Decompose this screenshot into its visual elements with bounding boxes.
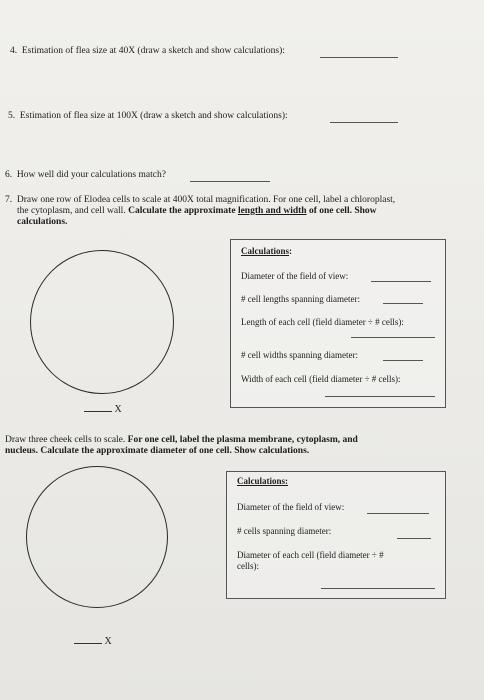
cheek-x-text: X (104, 636, 112, 647)
elodea-field-view-blank[interactable] (371, 281, 431, 282)
cheek-cells-span-blank[interactable] (397, 538, 431, 539)
question-number: 7. (5, 195, 13, 205)
cheek-line-1a: Draw three cheek cells to scale. (5, 435, 128, 445)
question-7-line-2b: Calculate the approximate (128, 206, 238, 216)
elodea-magnification-label (84, 404, 122, 415)
cheek-diameter-each-label-2: cells): (237, 561, 259, 571)
question-text: Estimation of flea size at 100X (draw a sketch and show calculations): (19, 111, 288, 121)
elodea-cell-widths-label: # cell widths spanning diameter: (241, 350, 358, 360)
question-5 (8, 111, 288, 122)
question-7-line-2c: length and width (237, 206, 307, 216)
elodea-magnification-blank[interactable] (84, 411, 112, 412)
cheek-magnification-label (74, 636, 112, 647)
question-text: Estimation of flea size at 40X (draw a sketch and show calculations): (21, 46, 285, 56)
cheek-field-of-view-circle[interactable] (26, 466, 168, 608)
question-number: 4. (10, 46, 18, 56)
answer-line-q4[interactable] (320, 57, 398, 58)
question-7 (5, 195, 475, 228)
question-7-line-2a: the cytoplasm, and cell wall. (17, 206, 129, 216)
question-7-line-3: calculations. (17, 217, 68, 227)
elodea-calc-heading-text: Calculations (241, 246, 290, 256)
answer-line-q6[interactable] (190, 181, 270, 182)
elodea-field-view-label: Diameter of the field of view: (241, 271, 349, 281)
question-6 (5, 170, 166, 181)
question-7-line-1: Draw one row of Elodea cells to scale at 400X total magnification. For one cell, label a chloroplast, (16, 195, 396, 205)
elodea-width-each-label: Width of each cell (field diameter ÷ # cells): (241, 374, 401, 384)
elodea-cell-lengths-label: # cell lengths spanning diameter: (241, 294, 360, 304)
elodea-cell-widths-blank[interactable] (383, 360, 423, 361)
cheek-diameter-each-label-1: Diameter of each cell (field diameter ÷ # (237, 550, 384, 560)
elodea-width-each-blank[interactable] (325, 396, 435, 397)
question-number: 6. (5, 170, 13, 180)
answer-line-q5[interactable] (330, 122, 398, 123)
cheek-calc-heading: Calculations: (237, 476, 289, 486)
elodea-field-of-view-circle[interactable] (30, 250, 174, 394)
question-7-line-2d: of one cell. Show (306, 206, 377, 216)
cheek-calculations-box (226, 471, 446, 599)
cheek-field-view-label: Diameter of the field of view: (237, 502, 345, 512)
cheek-cells-span-label: # cells spanning diameter: (237, 526, 332, 536)
question-4 (10, 46, 285, 57)
elodea-cell-lengths-blank[interactable] (383, 303, 423, 304)
elodea-length-each-label: Length of each cell (field diameter ÷ # cells): (241, 317, 404, 327)
cheek-diameter-each-blank[interactable] (321, 588, 435, 589)
elodea-x-text: X (114, 404, 122, 415)
elodea-calc-heading (241, 246, 292, 257)
elodea-calc-heading-colon: : (289, 246, 293, 256)
cheek-field-view-blank[interactable] (367, 513, 429, 514)
question-number: 5. (8, 111, 16, 121)
cheek-magnification-blank[interactable] (74, 643, 102, 644)
cheek-cell-instructions (5, 435, 475, 457)
elodea-calculations-box (230, 239, 446, 408)
question-text: How well did your calculations match? (16, 170, 166, 180)
cheek-line-2: nucleus. Calculate the approximate diameter of one cell. Show calculations. (5, 446, 310, 456)
elodea-length-each-blank[interactable] (351, 337, 435, 338)
cheek-line-1b: For one cell, label the plasma membrane, cytoplasm, and (127, 435, 358, 445)
